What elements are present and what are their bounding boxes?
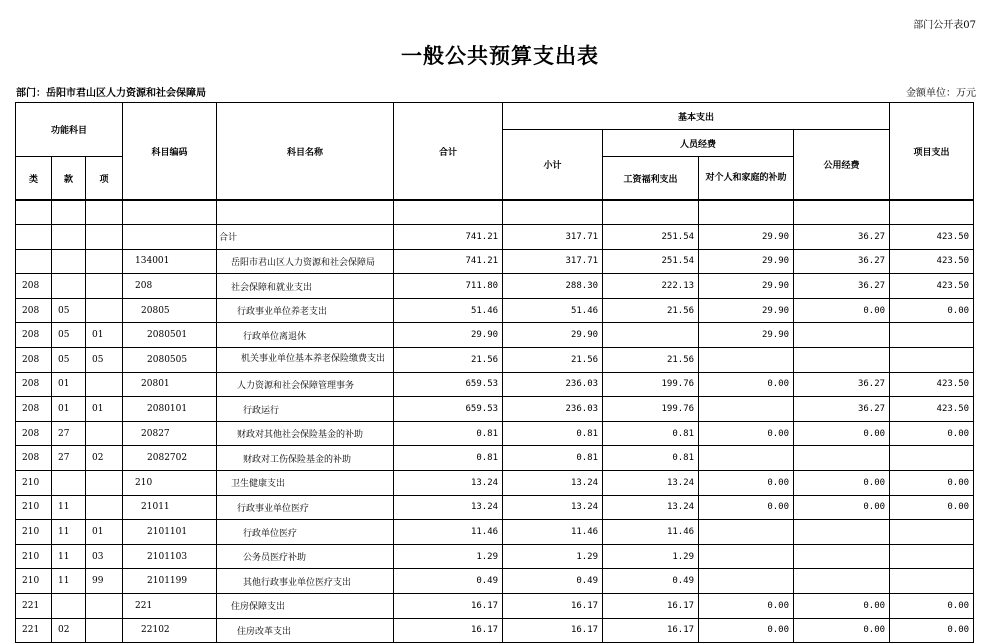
cell-xiang — [86, 421, 123, 446]
table-row — [16, 298, 974, 323]
cell-wage: 13.24 — [603, 495, 699, 520]
cell-wage: 16.17 — [603, 618, 699, 643]
cell-code: 20801 — [123, 372, 217, 397]
cell-subsidy — [699, 569, 794, 594]
cell-total: 711.80 — [394, 274, 503, 299]
cell-public: 0.00 — [794, 471, 890, 496]
cell-public: 36.27 — [794, 249, 890, 274]
cell-lei: 208 — [16, 323, 52, 348]
cell-lei: 210 — [16, 544, 52, 569]
cell-project: 0.00 — [890, 618, 974, 643]
cell-subsidy: 29.90 — [699, 323, 794, 348]
cell-kuan: 11 — [52, 520, 86, 545]
cell-xiang: 01 — [86, 323, 123, 348]
cell-project: 0.00 — [890, 471, 974, 496]
table-row — [16, 274, 974, 299]
cell-public — [794, 348, 890, 373]
table-row — [16, 323, 974, 348]
cell-xiang: 02 — [86, 446, 123, 471]
cell-kuan: 11 — [52, 544, 86, 569]
cell-xiang — [86, 372, 123, 397]
cell-lei: 210 — [16, 495, 52, 520]
header-name: 科目名称 — [217, 103, 394, 201]
header-wage: 工资福利支出 — [603, 157, 699, 201]
cell-public: 0.00 — [794, 495, 890, 520]
header-subtotal: 小计 — [503, 130, 603, 201]
header-subsidy: 对个人和家庭的补助 — [699, 157, 794, 201]
cell-wage: 0.81 — [603, 446, 699, 471]
cell-subtotal: 29.90 — [503, 323, 603, 348]
cell-total: 29.90 — [394, 323, 503, 348]
cell-subtotal: 0.81 — [503, 421, 603, 446]
cell-name: 行政事业单位医疗 — [217, 495, 394, 520]
cell-project: 0.00 — [890, 421, 974, 446]
cell-total: 659.53 — [394, 397, 503, 422]
cell-xiang — [86, 618, 123, 643]
cell-subtotal: 317.71 — [503, 249, 603, 274]
cell-total: 741.21 — [394, 225, 503, 250]
header-project: 项目支出 — [890, 103, 974, 201]
cell-xiang — [86, 495, 123, 520]
header-basic: 基本支出 — [503, 103, 890, 130]
cell-wage — [603, 323, 699, 348]
cell-public: 36.27 — [794, 397, 890, 422]
cell-total: 0.81 — [394, 421, 503, 446]
cell-lei — [16, 249, 52, 274]
cell-code: 134001 — [123, 249, 217, 274]
header-separator — [16, 200, 974, 225]
cell-subsidy: 0.00 — [699, 495, 794, 520]
cell-project: 423.50 — [890, 249, 974, 274]
cell-subtotal: 11.46 — [503, 520, 603, 545]
cell-subtotal: 51.46 — [503, 298, 603, 323]
cell-name: 住房改革支出 — [217, 618, 394, 643]
table-row — [16, 594, 974, 619]
table-body — [16, 200, 974, 643]
cell-public: 0.00 — [794, 298, 890, 323]
cell-kuan: 05 — [52, 348, 86, 373]
cell-code: 2101199 — [123, 569, 217, 594]
form-number: 部门公开表07 — [913, 20, 976, 31]
table-row — [16, 544, 974, 569]
cell-subtotal: 16.17 — [503, 594, 603, 619]
page-title: 一般公共预算支出表 — [401, 43, 599, 68]
cell-xiang: 05 — [86, 348, 123, 373]
cell-total: 0.81 — [394, 446, 503, 471]
cell-project: 0.00 — [890, 495, 974, 520]
table-row — [16, 421, 974, 446]
cell-xiang — [86, 274, 123, 299]
cell-subsidy: 29.90 — [699, 298, 794, 323]
cell-subsidy: 0.00 — [699, 618, 794, 643]
cell-code: 221 — [123, 594, 217, 619]
cell-code: 210 — [123, 471, 217, 496]
cell-wage: 13.24 — [603, 471, 699, 496]
cell-subsidy: 29.90 — [699, 225, 794, 250]
cell-code: 2082702 — [123, 446, 217, 471]
cell-lei — [16, 225, 52, 250]
cell-xiang: 01 — [86, 397, 123, 422]
cell-lei: 208 — [16, 372, 52, 397]
cell-kuan — [52, 274, 86, 299]
cell-wage: 251.54 — [603, 225, 699, 250]
cell-code: 2101103 — [123, 544, 217, 569]
table-row — [16, 225, 974, 250]
cell-project — [890, 544, 974, 569]
cell-name: 住房保障支出 — [217, 594, 394, 619]
cell-kuan: 05 — [52, 298, 86, 323]
cell-subtotal: 1.29 — [503, 544, 603, 569]
cell-wage: 199.76 — [603, 372, 699, 397]
cell-subtotal: 21.56 — [503, 348, 603, 373]
cell-subtotal: 317.71 — [503, 225, 603, 250]
cell-wage: 21.56 — [603, 298, 699, 323]
budget-table — [15, 102, 974, 643]
cell-code: 2080101 — [123, 397, 217, 422]
cell-total: 659.53 — [394, 372, 503, 397]
cell-total: 13.24 — [394, 471, 503, 496]
table-row — [16, 618, 974, 643]
cell-name: 财政对工伤保险基金的补助 — [217, 446, 394, 471]
cell-kuan: 01 — [52, 372, 86, 397]
cell-public — [794, 446, 890, 471]
cell-name: 合计 — [217, 225, 394, 250]
cell-subsidy — [699, 544, 794, 569]
cell-xiang — [86, 225, 123, 250]
cell-kuan: 27 — [52, 421, 86, 446]
cell-lei: 208 — [16, 298, 52, 323]
cell-total: 13.24 — [394, 495, 503, 520]
cell-name: 卫生健康支出 — [217, 471, 394, 496]
cell-subsidy: 0.00 — [699, 372, 794, 397]
cell-xiang — [86, 298, 123, 323]
cell-wage: 11.46 — [603, 520, 699, 545]
header-kuan: 款 — [52, 157, 86, 201]
cell-lei: 208 — [16, 397, 52, 422]
cell-code: 21011 — [123, 495, 217, 520]
table-row — [16, 348, 974, 373]
cell-project: 423.50 — [890, 397, 974, 422]
cell-public: 0.00 — [794, 618, 890, 643]
cell-kuan: 05 — [52, 323, 86, 348]
cell-subsidy: 0.00 — [699, 471, 794, 496]
cell-kuan — [52, 249, 86, 274]
cell-name: 行政单位医疗 — [217, 520, 394, 545]
cell-public: 0.00 — [794, 594, 890, 619]
cell-subsidy: 0.00 — [699, 421, 794, 446]
cell-wage: 1.29 — [603, 544, 699, 569]
cell-name: 行政单位离退休 — [217, 323, 394, 348]
cell-subtotal: 0.49 — [503, 569, 603, 594]
table-row — [16, 520, 974, 545]
cell-project: 423.50 — [890, 274, 974, 299]
cell-wage: 199.76 — [603, 397, 699, 422]
cell-xiang — [86, 594, 123, 619]
cell-lei: 221 — [16, 618, 52, 643]
cell-subsidy: 29.90 — [699, 274, 794, 299]
cell-lei: 221 — [16, 594, 52, 619]
table-row — [16, 495, 974, 520]
header-func-subject: 功能科目 — [16, 103, 123, 157]
cell-name: 公务员医疗补助 — [217, 544, 394, 569]
table-row — [16, 569, 974, 594]
cell-lei: 210 — [16, 520, 52, 545]
cell-total: 16.17 — [394, 594, 503, 619]
cell-project — [890, 520, 974, 545]
cell-subtotal: 13.24 — [503, 495, 603, 520]
cell-kuan — [52, 225, 86, 250]
cell-total: 16.17 — [394, 618, 503, 643]
cell-public: 36.27 — [794, 372, 890, 397]
table-row — [16, 249, 974, 274]
cell-lei: 210 — [16, 471, 52, 496]
header-code: 科目编码 — [123, 103, 217, 201]
table-row — [16, 397, 974, 422]
cell-public: 36.27 — [794, 225, 890, 250]
table-row — [16, 471, 974, 496]
cell-subtotal: 16.17 — [503, 618, 603, 643]
cell-wage: 21.56 — [603, 348, 699, 373]
cell-total: 741.21 — [394, 249, 503, 274]
cell-name: 行政运行 — [217, 397, 394, 422]
table-row — [16, 446, 974, 471]
cell-public: 36.27 — [794, 274, 890, 299]
cell-total: 51.46 — [394, 298, 503, 323]
cell-subtotal: 236.03 — [503, 372, 603, 397]
header-public: 公用经费 — [794, 130, 890, 201]
cell-total: 11.46 — [394, 520, 503, 545]
unit-label: 金额单位：万元 — [906, 88, 976, 99]
cell-lei: 208 — [16, 421, 52, 446]
cell-lei: 208 — [16, 274, 52, 299]
cell-subsidy — [699, 348, 794, 373]
cell-subsidy: 29.90 — [699, 249, 794, 274]
cell-kuan — [52, 594, 86, 619]
cell-wage: 0.49 — [603, 569, 699, 594]
cell-name: 社会保障和就业支出 — [217, 274, 394, 299]
cell-wage: 222.13 — [603, 274, 699, 299]
cell-project — [890, 569, 974, 594]
cell-total: 1.29 — [394, 544, 503, 569]
cell-project: 0.00 — [890, 298, 974, 323]
cell-xiang — [86, 249, 123, 274]
cell-xiang — [86, 471, 123, 496]
cell-name: 行政事业单位养老支出 — [217, 298, 394, 323]
cell-project — [890, 446, 974, 471]
cell-subsidy: 0.00 — [699, 594, 794, 619]
cell-project — [890, 348, 974, 373]
cell-project: 423.50 — [890, 225, 974, 250]
cell-xiang: 03 — [86, 544, 123, 569]
cell-subsidy — [699, 520, 794, 545]
cell-name: 岳阳市君山区人力资源和社会保障局 — [217, 249, 394, 274]
cell-name: 其他行政事业单位医疗支出 — [217, 569, 394, 594]
cell-subtotal: 288.30 — [503, 274, 603, 299]
cell-lei: 208 — [16, 348, 52, 373]
header-lei: 类 — [16, 157, 52, 201]
cell-xiang: 01 — [86, 520, 123, 545]
cell-public — [794, 520, 890, 545]
cell-public — [794, 323, 890, 348]
cell-wage: 251.54 — [603, 249, 699, 274]
cell-code: 20805 — [123, 298, 217, 323]
header-personnel: 人员经费 — [603, 130, 794, 157]
cell-wage: 16.17 — [603, 594, 699, 619]
cell-xiang: 99 — [86, 569, 123, 594]
cell-subtotal: 236.03 — [503, 397, 603, 422]
cell-kuan: 02 — [52, 618, 86, 643]
cell-name: 财政对其他社会保险基金的补助 — [217, 421, 394, 446]
cell-code — [123, 225, 217, 250]
cell-kuan: 11 — [52, 569, 86, 594]
table-row — [16, 372, 974, 397]
cell-total: 0.49 — [394, 569, 503, 594]
cell-wage: 0.81 — [603, 421, 699, 446]
cell-lei: 208 — [16, 446, 52, 471]
cell-subsidy — [699, 397, 794, 422]
header-xiang: 项 — [86, 157, 123, 201]
cell-project — [890, 323, 974, 348]
cell-public — [794, 569, 890, 594]
cell-name: 机关事业单位基本养老保险缴费支出 — [217, 348, 394, 373]
cell-code: 208 — [123, 274, 217, 299]
cell-total: 21.56 — [394, 348, 503, 373]
cell-kuan — [52, 471, 86, 496]
cell-public: 0.00 — [794, 421, 890, 446]
cell-subtotal: 13.24 — [503, 471, 603, 496]
cell-kuan: 27 — [52, 446, 86, 471]
cell-subtotal: 0.81 — [503, 446, 603, 471]
cell-kuan: 11 — [52, 495, 86, 520]
department-label: 部门：岳阳市君山区人力资源和社会保障局 — [16, 88, 206, 99]
cell-code: 2080501 — [123, 323, 217, 348]
header-total: 合计 — [394, 103, 503, 201]
cell-kuan: 01 — [52, 397, 86, 422]
cell-code: 2080505 — [123, 348, 217, 373]
cell-project: 0.00 — [890, 594, 974, 619]
cell-code: 22102 — [123, 618, 217, 643]
cell-name: 人力资源和社会保障管理事务 — [217, 372, 394, 397]
cell-subsidy — [699, 446, 794, 471]
cell-public — [794, 544, 890, 569]
cell-code: 20827 — [123, 421, 217, 446]
cell-lei: 210 — [16, 569, 52, 594]
cell-project: 423.50 — [890, 372, 974, 397]
cell-code: 2101101 — [123, 520, 217, 545]
